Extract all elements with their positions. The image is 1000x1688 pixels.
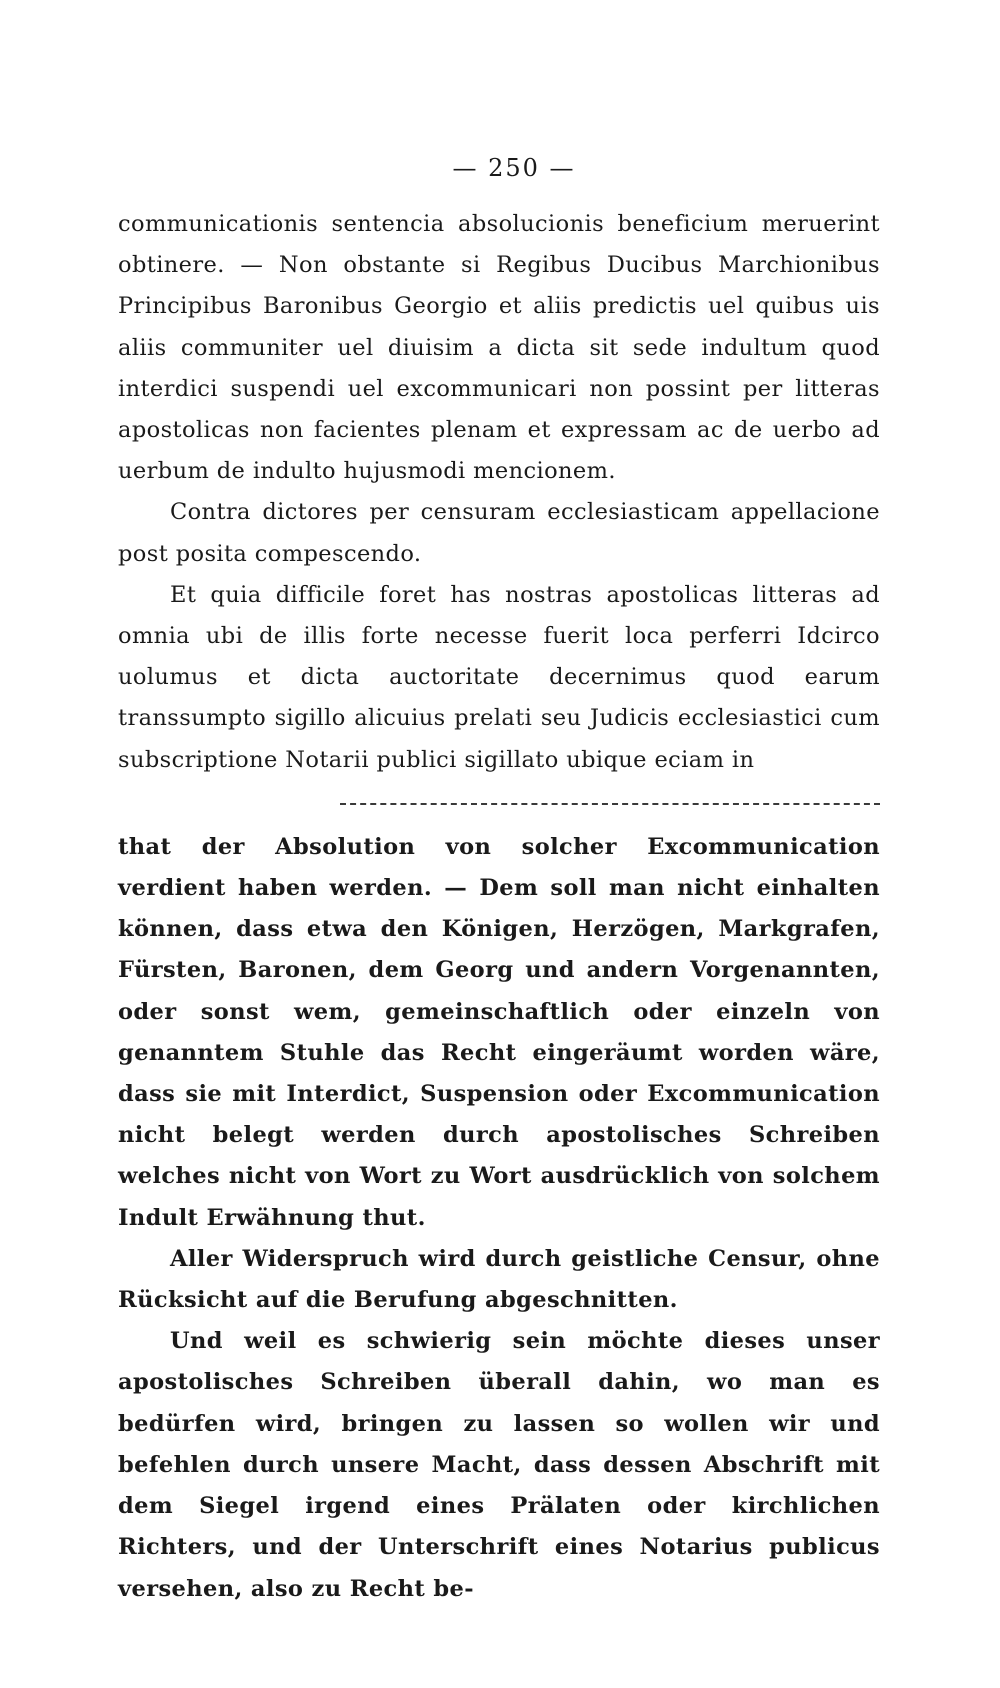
latin-paragraph-2: Contra dictores per censuram ecclesiasticam appellacione post posita compescendo. <box>118 499 880 567</box>
latin-paragraph-3: Et quia difficile foret has nostras apostolicas litteras ad omnia ubi de illis forte necesse fuerit loca perferri Idcirco uolumus et dicta auctoritate decernimus quod earum transsumpto sigillo alicuius prelati seu Judicis ecclesiastici cum subscriptione Notarii publici sigillato ubique eciam in <box>118 581 880 773</box>
latin-text-section <box>118 204 880 781</box>
latin-paragraph-1: communicationis sentencia absolucionis beneficium meruerint obtinere. — Non obstante si Regibus Ducibus Marchionibus Principibus Baronibus Georgio et aliis predictis uel quibus uis aliis communiter uel diuisim a dicta sit sede indultum quod interdici suspendi uel excommunicari non possint per litteras apostolicas non facientes plenam et expressam ac de uerbo ad uerbum de indulto hujusmodi mencionem. <box>118 211 880 485</box>
german-paragraph-3: Und weil es schwierig sein möchte dieses unser apostolisches Schreiben überall dahin, wo man es bedürfen wird, bringen zu lassen so wollen wir und befehlen durch unsere Macht, dass dessen Abschrift mit dem Siegel irgend eines Prälaten oder kirchlichen Richters, und der Unterschrift eines Notarius publicus versehen, also zu Recht be- <box>118 1328 880 1602</box>
german-translation-section <box>118 827 880 1610</box>
german-paragraph-2: Aller Widerspruch wird durch geistliche Censur, ohne Rücksicht auf die Berufung abgeschnitten. <box>118 1245 880 1314</box>
section-divider <box>340 803 880 805</box>
page-number: — 250 — <box>452 154 576 182</box>
german-paragraph-1: that der Absolution von solcher Excommunication verdient haben werden. — Dem soll man nicht einhalten können, dass etwa den Königen, Herzögen, Markgrafen, Fürsten, Baronen, dem Georg und andern Vorgenannten, oder sonst wem, gemeinschaftlich oder einzeln von genanntem Stuhle das Recht eingeräumt worden wäre, dass sie mit Interdict, Suspension oder Excommunication nicht belegt werden durch apostolisches Schreiben welches nicht von Wort zu Wort ausdrücklich von solchem Indult Erwähnung thut. <box>118 833 880 1231</box>
document-page <box>118 150 880 1610</box>
